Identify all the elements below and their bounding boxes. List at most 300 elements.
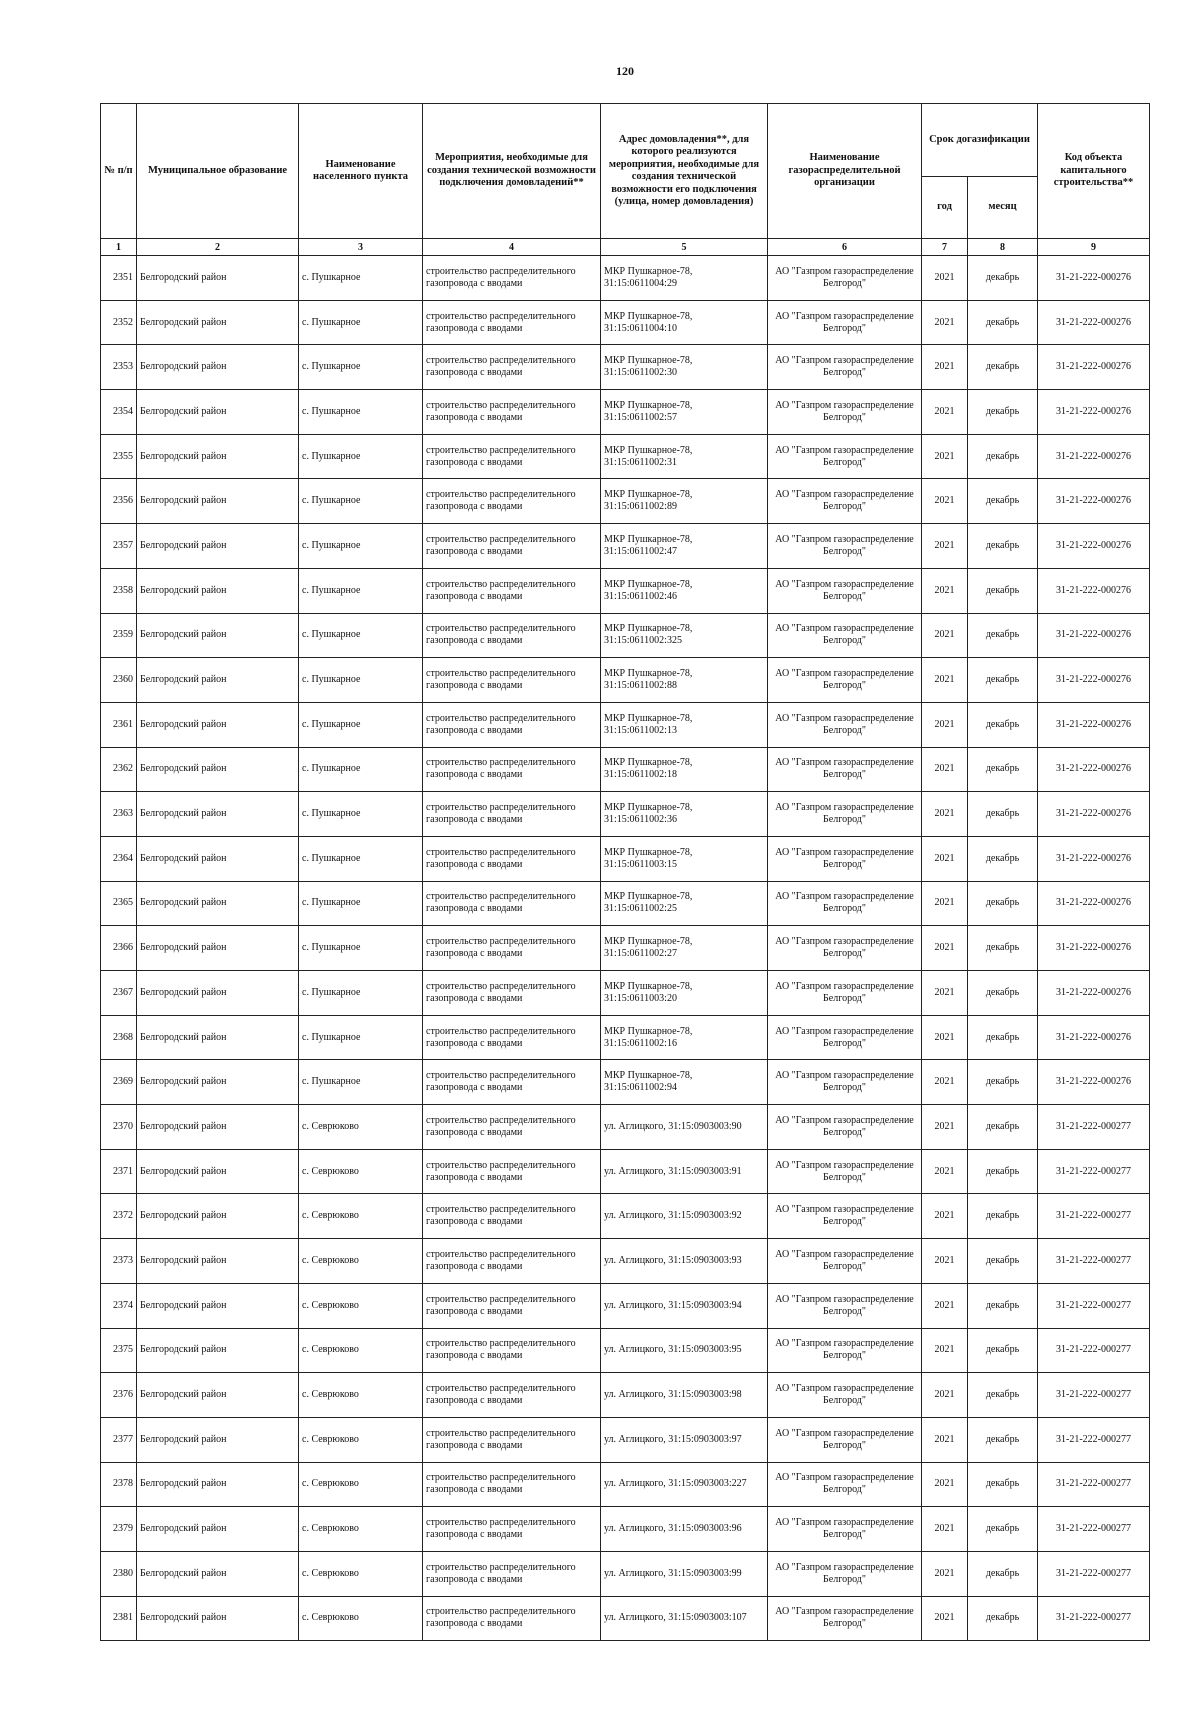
cell-municipality: Белгородский район [137,971,299,1016]
cell-organization: АО "Газпром газораспределение Белгород" [768,1105,922,1150]
cell-month: декабрь [968,524,1038,569]
cell-municipality: Белгородский район [137,524,299,569]
cell-organization: АО "Газпром газораспределение Белгород" [768,613,922,658]
header-measures: Мероприятия, необходимые для создания технической возможности подключения домовладений** [423,104,601,239]
cell-year: 2021 [922,1462,968,1507]
cell-settlement: с. Пушкарное [299,836,423,881]
cell-row-number: 2365 [101,881,137,926]
cell-address: ул. Аглицкого, 31:15:0903003:98 [601,1373,768,1418]
cell-row-number: 2379 [101,1507,137,1552]
cell-settlement: с. Пушкарное [299,479,423,524]
cell-row-number: 2356 [101,479,137,524]
cell-month: декабрь [968,747,1038,792]
cell-code: 31-21-222-000277 [1038,1417,1150,1462]
cell-row-number: 2370 [101,1105,137,1150]
cell-code: 31-21-222-000276 [1038,524,1150,569]
cell-municipality: Белгородский район [137,613,299,658]
cell-municipality: Белгородский район [137,881,299,926]
cell-row-number: 2377 [101,1417,137,1462]
cell-municipality: Белгородский район [137,1015,299,1060]
cell-year: 2021 [922,1239,968,1284]
cell-organization: АО "Газпром газораспределение Белгород" [768,747,922,792]
cell-month: декабрь [968,836,1038,881]
cell-code: 31-21-222-000277 [1038,1507,1150,1552]
cell-address: МКР Пушкарное-78, 31:15:0611002:16 [601,1015,768,1060]
cell-address: ул. Аглицкого, 31:15:0903003:93 [601,1239,768,1284]
cell-code: 31-21-222-000277 [1038,1373,1150,1418]
cell-measures: строительство распределительного газопровода с вводами [423,926,601,971]
cell-settlement: с. Пушкарное [299,568,423,613]
table-row [101,256,1150,301]
table-row [101,390,1150,435]
cell-measures: строительство распределительного газопровода с вводами [423,1283,601,1328]
cell-month: декабрь [968,1283,1038,1328]
cell-row-number: 2366 [101,926,137,971]
cell-row-number: 2378 [101,1462,137,1507]
cell-code: 31-21-222-000277 [1038,1105,1150,1150]
cell-measures: строительство распределительного газопровода с вводами [423,479,601,524]
column-index: 2 [137,239,299,256]
cell-settlement: с. Пушкарное [299,1015,423,1060]
cell-settlement: с. Севрюково [299,1507,423,1552]
cell-code: 31-21-222-000277 [1038,1328,1150,1373]
cell-month: декабрь [968,568,1038,613]
cell-row-number: 2369 [101,1060,137,1105]
cell-code: 31-21-222-000276 [1038,792,1150,837]
cell-organization: АО "Газпром газораспределение Белгород" [768,1194,922,1239]
cell-municipality: Белгородский район [137,300,299,345]
table-row [101,1596,1150,1641]
cell-code: 31-21-222-000277 [1038,1551,1150,1596]
cell-address: МКР Пушкарное-78, 31:15:0611002:47 [601,524,768,569]
cell-code: 31-21-222-000277 [1038,1194,1150,1239]
cell-address: МКР Пушкарное-78, 31:15:0611002:46 [601,568,768,613]
column-index: 7 [922,239,968,256]
cell-code: 31-21-222-000276 [1038,613,1150,658]
cell-year: 2021 [922,613,968,658]
cell-measures: строительство распределительного газопровода с вводами [423,613,601,658]
cell-organization: АО "Газпром газораспределение Белгород" [768,300,922,345]
cell-month: декабрь [968,1507,1038,1552]
cell-measures: строительство распределительного газопровода с вводами [423,1194,601,1239]
header-term: Срок догазификации [922,104,1038,177]
cell-address: ул. Аглицкого, 31:15:0903003:94 [601,1283,768,1328]
cell-organization: АО "Газпром газораспределение Белгород" [768,1283,922,1328]
cell-address: МКР Пушкарное-78, 31:15:0611002:30 [601,345,768,390]
table-row [101,1507,1150,1552]
cell-year: 2021 [922,256,968,301]
cell-municipality: Белгородский район [137,256,299,301]
cell-address: МКР Пушкарное-78, 31:15:0611004:29 [601,256,768,301]
cell-organization: АО "Газпром газораспределение Белгород" [768,1239,922,1284]
table-row [101,345,1150,390]
cell-address: ул. Аглицкого, 31:15:0903003:97 [601,1417,768,1462]
cell-measures: строительство распределительного газопровода с вводами [423,1373,601,1418]
cell-row-number: 2367 [101,971,137,1016]
cell-month: декабрь [968,1462,1038,1507]
cell-month: декабрь [968,390,1038,435]
cell-row-number: 2352 [101,300,137,345]
cell-month: декабрь [968,1194,1038,1239]
cell-organization: АО "Газпром газораспределение Белгород" [768,1060,922,1105]
cell-organization: АО "Газпром газораспределение Белгород" [768,881,922,926]
cell-settlement: с. Пушкарное [299,345,423,390]
header-address: Адрес домовладения**, для которого реализуются мероприятия, необходимые для создания технической возможности его подключения (улица, номер домовладения) [601,104,768,239]
cell-organization: АО "Газпром газораспределение Белгород" [768,1417,922,1462]
cell-code: 31-21-222-000276 [1038,1060,1150,1105]
cell-year: 2021 [922,747,968,792]
cell-municipality: Белгородский район [137,1551,299,1596]
cell-measures: строительство распределительного газопровода с вводами [423,568,601,613]
column-index: 8 [968,239,1038,256]
cell-year: 2021 [922,1060,968,1105]
cell-address: МКР Пушкарное-78, 31:15:0611002:325 [601,613,768,658]
cell-measures: строительство распределительного газопровода с вводами [423,971,601,1016]
cell-measures: строительство распределительного газопровода с вводами [423,1551,601,1596]
cell-address: МКР Пушкарное-78, 31:15:0611002:31 [601,434,768,479]
cell-month: декабрь [968,881,1038,926]
cell-code: 31-21-222-000276 [1038,479,1150,524]
cell-settlement: с. Пушкарное [299,792,423,837]
cell-measures: строительство распределительного газопровода с вводами [423,1239,601,1284]
cell-settlement: с. Севрюково [299,1373,423,1418]
cell-organization: АО "Газпром газораспределение Белгород" [768,658,922,703]
cell-address: МКР Пушкарное-78, 31:15:0611002:27 [601,926,768,971]
cell-measures: строительство распределительного газопровода с вводами [423,1417,601,1462]
cell-month: декабрь [968,1239,1038,1284]
cell-year: 2021 [922,1149,968,1194]
table-row [101,1328,1150,1373]
cell-address: ул. Аглицкого, 31:15:0903003:90 [601,1105,768,1150]
cell-year: 2021 [922,390,968,435]
table-row [101,1417,1150,1462]
table-row [101,1462,1150,1507]
cell-code: 31-21-222-000276 [1038,702,1150,747]
cell-month: декабрь [968,926,1038,971]
column-index-row [101,239,1150,256]
cell-organization: АО "Газпром газораспределение Белгород" [768,971,922,1016]
cell-month: декабрь [968,1015,1038,1060]
cell-measures: строительство распределительного газопровода с вводами [423,1328,601,1373]
cell-month: декабрь [968,1105,1038,1150]
header-organization: Наименование газораспределительной организации [768,104,922,239]
cell-settlement: с. Севрюково [299,1462,423,1507]
cell-row-number: 2359 [101,613,137,658]
cell-settlement: с. Пушкарное [299,613,423,658]
cell-month: декабрь [968,1551,1038,1596]
cell-code: 31-21-222-000277 [1038,1462,1150,1507]
cell-organization: АО "Газпром газораспределение Белгород" [768,1328,922,1373]
cell-month: декабрь [968,702,1038,747]
cell-row-number: 2363 [101,792,137,837]
cell-measures: строительство распределительного газопровода с вводами [423,1462,601,1507]
header-code: Код объекта капитального строительства** [1038,104,1150,239]
cell-measures: строительство распределительного газопровода с вводами [423,881,601,926]
cell-year: 2021 [922,1283,968,1328]
cell-settlement: с. Севрюково [299,1194,423,1239]
cell-year: 2021 [922,658,968,703]
cell-year: 2021 [922,345,968,390]
cell-address: МКР Пушкарное-78, 31:15:0611002:13 [601,702,768,747]
cell-month: декабрь [968,1373,1038,1418]
cell-year: 2021 [922,1373,968,1418]
cell-row-number: 2374 [101,1283,137,1328]
cell-organization: АО "Газпром газораспределение Белгород" [768,479,922,524]
cell-row-number: 2358 [101,568,137,613]
cell-year: 2021 [922,1194,968,1239]
cell-year: 2021 [922,1551,968,1596]
cell-month: декабрь [968,613,1038,658]
cell-organization: АО "Газпром газораспределение Белгород" [768,702,922,747]
cell-month: декабрь [968,1060,1038,1105]
cell-row-number: 2380 [101,1551,137,1596]
table-row [101,792,1150,837]
cell-code: 31-21-222-000277 [1038,1149,1150,1194]
cell-code: 31-21-222-000276 [1038,568,1150,613]
cell-month: декабрь [968,345,1038,390]
table-row [101,524,1150,569]
cell-measures: строительство распределительного газопровода с вводами [423,390,601,435]
cell-organization: АО "Газпром газораспределение Белгород" [768,792,922,837]
table-row [101,1015,1150,1060]
cell-organization: АО "Газпром газораспределение Белгород" [768,345,922,390]
cell-organization: АО "Газпром газораспределение Белгород" [768,568,922,613]
cell-year: 2021 [922,1015,968,1060]
cell-month: декабрь [968,1417,1038,1462]
cell-year: 2021 [922,881,968,926]
cell-measures: строительство распределительного газопровода с вводами [423,702,601,747]
table-row [101,479,1150,524]
cell-measures: строительство распределительного газопровода с вводами [423,434,601,479]
cell-settlement: с. Пушкарное [299,256,423,301]
cell-measures: строительство распределительного газопровода с вводами [423,792,601,837]
cell-address: МКР Пушкарное-78, 31:15:0611002:36 [601,792,768,837]
cell-code: 31-21-222-000277 [1038,1596,1150,1641]
cell-municipality: Белгородский район [137,1328,299,1373]
cell-settlement: с. Пушкарное [299,524,423,569]
cell-municipality: Белгородский район [137,390,299,435]
column-index: 5 [601,239,768,256]
cell-organization: АО "Газпром газораспределение Белгород" [768,434,922,479]
cell-year: 2021 [922,1328,968,1373]
header-settlement: Наименование населенного пункта [299,104,423,239]
cell-code: 31-21-222-000276 [1038,971,1150,1016]
cell-address: МКР Пушкарное-78, 31:15:0611002:18 [601,747,768,792]
cell-municipality: Белгородский район [137,1373,299,1418]
cell-address: ул. Аглицкого, 31:15:0903003:95 [601,1328,768,1373]
cell-address: ул. Аглицкого, 31:15:0903003:107 [601,1596,768,1641]
cell-code: 31-21-222-000276 [1038,256,1150,301]
column-index: 6 [768,239,922,256]
cell-municipality: Белгородский район [137,1105,299,1150]
cell-organization: АО "Газпром газораспределение Белгород" [768,836,922,881]
header-year: год [922,177,968,239]
cell-municipality: Белгородский район [137,1596,299,1641]
cell-settlement: с. Севрюково [299,1239,423,1284]
cell-organization: АО "Газпром газораспределение Белгород" [768,1551,922,1596]
table-row [101,1194,1150,1239]
cell-address: МКР Пушкарное-78, 31:15:0611002:94 [601,1060,768,1105]
cell-municipality: Белгородский район [137,1149,299,1194]
cell-municipality: Белгородский район [137,1283,299,1328]
table-row [101,1105,1150,1150]
cell-address: ул. Аглицкого, 31:15:0903003:99 [601,1551,768,1596]
cell-row-number: 2357 [101,524,137,569]
cell-code: 31-21-222-000277 [1038,1283,1150,1328]
cell-organization: АО "Газпром газораспределение Белгород" [768,1149,922,1194]
page-number: 120 [616,64,634,78]
cell-row-number: 2355 [101,434,137,479]
gasification-table [100,103,1150,1641]
cell-municipality: Белгородский район [137,926,299,971]
table-body [101,256,1150,1641]
cell-month: декабрь [968,300,1038,345]
cell-measures: строительство распределительного газопровода с вводами [423,1149,601,1194]
cell-code: 31-21-222-000277 [1038,1239,1150,1284]
cell-address: МКР Пушкарное-78, 31:15:0611002:25 [601,881,768,926]
cell-measures: строительство распределительного газопровода с вводами [423,658,601,703]
cell-row-number: 2360 [101,658,137,703]
cell-address: МКР Пушкарное-78, 31:15:0611004:10 [601,300,768,345]
cell-organization: АО "Газпром газораспределение Белгород" [768,1596,922,1641]
table-row [101,747,1150,792]
cell-year: 2021 [922,1105,968,1150]
cell-settlement: с. Севрюково [299,1149,423,1194]
cell-organization: АО "Газпром газораспределение Белгород" [768,1373,922,1418]
cell-organization: АО "Газпром газораспределение Белгород" [768,1015,922,1060]
cell-code: 31-21-222-000276 [1038,434,1150,479]
cell-municipality: Белгородский район [137,658,299,703]
cell-year: 2021 [922,971,968,1016]
cell-measures: строительство распределительного газопровода с вводами [423,524,601,569]
cell-settlement: с. Пушкарное [299,926,423,971]
cell-month: декабрь [968,971,1038,1016]
cell-year: 2021 [922,524,968,569]
cell-municipality: Белгородский район [137,1239,299,1284]
cell-measures: строительство распределительного газопровода с вводами [423,1015,601,1060]
cell-organization: АО "Газпром газораспределение Белгород" [768,390,922,435]
cell-municipality: Белгородский район [137,1462,299,1507]
cell-measures: строительство распределительного газопровода с вводами [423,1596,601,1641]
header-municipality: Муниципальное образование [137,104,299,239]
cell-organization: АО "Газпром газораспределение Белгород" [768,256,922,301]
table-row [101,658,1150,703]
cell-settlement: с. Севрюково [299,1417,423,1462]
table-row [101,568,1150,613]
table-row [101,1373,1150,1418]
cell-row-number: 2371 [101,1149,137,1194]
cell-organization: АО "Газпром газораспределение Белгород" [768,926,922,971]
cell-row-number: 2354 [101,390,137,435]
cell-row-number: 2381 [101,1596,137,1641]
cell-address: МКР Пушкарное-78, 31:15:0611003:20 [601,971,768,1016]
cell-measures: строительство распределительного газопровода с вводами [423,1507,601,1552]
cell-code: 31-21-222-000276 [1038,300,1150,345]
cell-month: декабрь [968,1328,1038,1373]
table-row [101,1149,1150,1194]
cell-settlement: с. Севрюково [299,1551,423,1596]
cell-measures: строительство распределительного газопровода с вводами [423,300,601,345]
cell-address: ул. Аглицкого, 31:15:0903003:92 [601,1194,768,1239]
cell-month: декабрь [968,1149,1038,1194]
cell-row-number: 2368 [101,1015,137,1060]
table-row [101,1060,1150,1105]
header-month: месяц [968,177,1038,239]
cell-address: МКР Пушкарное-78, 31:15:0611002:57 [601,390,768,435]
cell-address: МКР Пушкарное-78, 31:15:0611002:88 [601,658,768,703]
table-row [101,836,1150,881]
cell-settlement: с. Пушкарное [299,390,423,435]
cell-row-number: 2364 [101,836,137,881]
cell-year: 2021 [922,1596,968,1641]
cell-address: ул. Аглицкого, 31:15:0903003:96 [601,1507,768,1552]
cell-year: 2021 [922,434,968,479]
cell-address: МКР Пушкарное-78, 31:15:0611003:15 [601,836,768,881]
column-index: 1 [101,239,137,256]
cell-settlement: с. Пушкарное [299,747,423,792]
cell-row-number: 2362 [101,747,137,792]
table-row [101,434,1150,479]
column-index: 3 [299,239,423,256]
cell-measures: строительство распределительного газопровода с вводами [423,256,601,301]
cell-row-number: 2376 [101,1373,137,1418]
cell-measures: строительство распределительного газопровода с вводами [423,345,601,390]
cell-municipality: Белгородский район [137,747,299,792]
cell-row-number: 2361 [101,702,137,747]
cell-settlement: с. Севрюково [299,1283,423,1328]
cell-code: 31-21-222-000276 [1038,836,1150,881]
cell-municipality: Белгородский район [137,1060,299,1105]
cell-row-number: 2353 [101,345,137,390]
cell-measures: строительство распределительного газопровода с вводами [423,836,601,881]
cell-settlement: с. Пушкарное [299,658,423,703]
cell-municipality: Белгородский район [137,836,299,881]
cell-organization: АО "Газпром газораспределение Белгород" [768,1462,922,1507]
cell-year: 2021 [922,300,968,345]
cell-year: 2021 [922,702,968,747]
cell-settlement: с. Севрюково [299,1105,423,1150]
cell-settlement: с. Пушкарное [299,971,423,1016]
cell-organization: АО "Газпром газораспределение Белгород" [768,524,922,569]
table-row [101,971,1150,1016]
cell-year: 2021 [922,836,968,881]
cell-municipality: Белгородский район [137,568,299,613]
table-row [101,300,1150,345]
column-index: 4 [423,239,601,256]
cell-year: 2021 [922,1507,968,1552]
table-row [101,613,1150,658]
cell-code: 31-21-222-000276 [1038,926,1150,971]
table-row [101,1239,1150,1284]
cell-code: 31-21-222-000276 [1038,345,1150,390]
cell-row-number: 2351 [101,256,137,301]
cell-row-number: 2373 [101,1239,137,1284]
table-row [101,926,1150,971]
column-index: 9 [1038,239,1150,256]
cell-year: 2021 [922,568,968,613]
cell-municipality: Белгородский район [137,345,299,390]
table-row [101,1283,1150,1328]
cell-measures: строительство распределительного газопровода с вводами [423,1105,601,1150]
cell-municipality: Белгородский район [137,702,299,747]
cell-municipality: Белгородский район [137,434,299,479]
table-row [101,702,1150,747]
cell-settlement: с. Пушкарное [299,881,423,926]
cell-month: декабрь [968,658,1038,703]
cell-month: декабрь [968,479,1038,524]
cell-code: 31-21-222-000276 [1038,658,1150,703]
cell-code: 31-21-222-000276 [1038,747,1150,792]
